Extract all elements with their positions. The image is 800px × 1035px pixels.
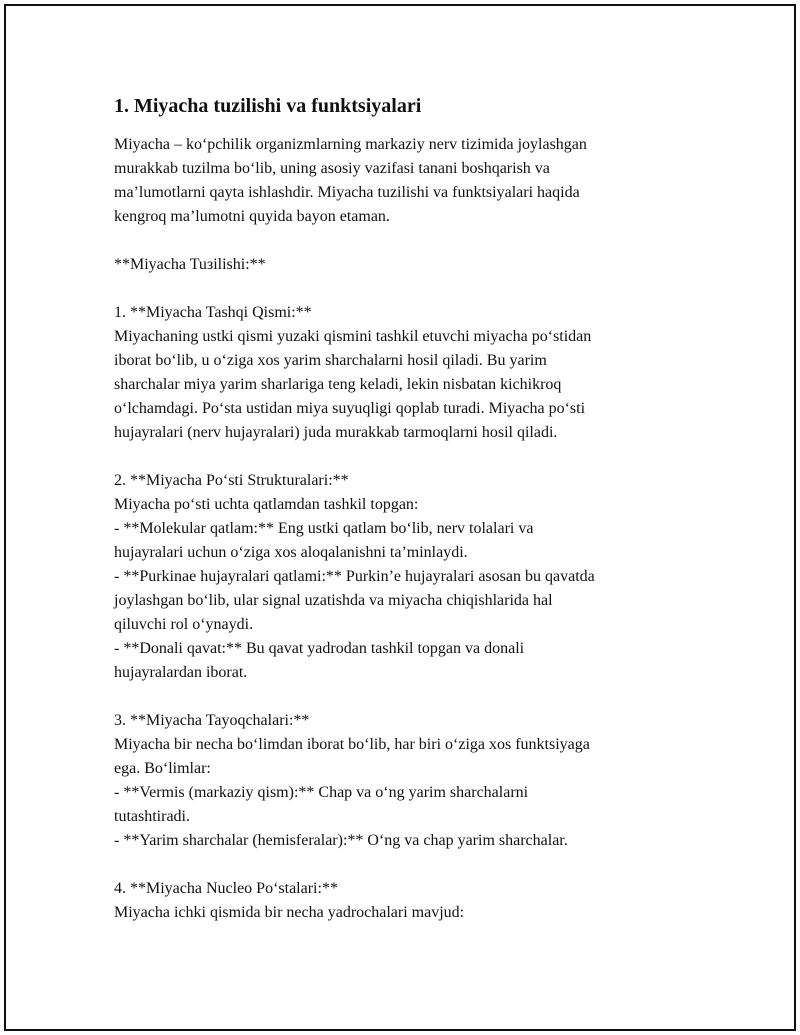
spacer (114, 277, 714, 301)
section-3-body: Miyacha bir necha boʻlimdan iborat boʻlib, har biri oʻziga xos funktsiyaga ega. Boʻlimlar: - **Vermis (markaziy qism):** Chap va oʻng yarim sharchalarni tutashtiradi. - **Yarim sharchalar (hemisferalar):** Oʻng va chap yarim sharchalar. (114, 736, 590, 849)
section-2-heading: 2. **Miyacha Poʻsti Strukturalari:** (114, 472, 349, 489)
structure-heading: **Miyacha Tuзilishi:** (114, 256, 266, 273)
document-title: 1. Miyacha tuzilishi va funktsiyalari (114, 95, 422, 117)
spacer (114, 853, 714, 877)
intro-paragraph: Miyacha – koʻpchilik organizmlarning markaziy nerv tizimida joylashgan murakkab tuzilma boʻlib, uning asosiy vazifasi tanani boshqarish va maʼlumotlarni qayta ishlashdir. Miyacha tuzilishi va funktsiyalari haqida kengroq maʼlumotni quyida bayon etaman. (114, 136, 587, 225)
section-1-body: Miyachaning ustki qismi yuzaki qismini tashkil etuvchi miyacha poʻstidan iborat boʻlib, u oʻziga xos yarim sharchalarni hosil qiladi. Bu yarim sharchalar miya yarim sharlariga teng keladi, lekin nisbatan kichikroq oʻlchamdagi. Poʻsta ustidan miya suyuqligi qoplab turadi. Miyacha poʻsti hujayralari (nerv hujayralari) juda murakkab tarmoqlarni hosil qiladi. (114, 328, 592, 441)
spacer (114, 229, 714, 253)
section-4-body: Miyacha ichki qismida bir necha yadrochalari mavjud: (114, 904, 465, 921)
spacer (114, 445, 714, 469)
spacer (114, 685, 714, 709)
section-3-heading: 3. **Miyacha Tayoqchalari:** (114, 712, 310, 729)
section-1-heading: 1. **Miyacha Tashqi Qismi:** (114, 304, 312, 321)
document-body (114, 92, 714, 925)
section-4-heading: 4. **Miyacha Nucleo Poʻstalari:** (114, 880, 338, 897)
section-2-body: Miyacha poʻsti uchta qatlamdan tashkil topgan: - **Molekular qatlam:** Eng ustki qatlam boʻlib, nerv tolalari va hujayralari uchun oʻziga xos aloqalanishni taʼminlaydi. - **Purkinae hujayralari qatlami:** Purkinʼe hujayralari asosan bu qavatda joylashgan boʻlib, ular signal uzatishda va miyacha chiqishlarida hal qiluvchi rol oʻynaydi. - **Donali qavat:** Bu qavat yadrodan tashkil topgan va donali hujayralardan iborat. (114, 496, 595, 681)
